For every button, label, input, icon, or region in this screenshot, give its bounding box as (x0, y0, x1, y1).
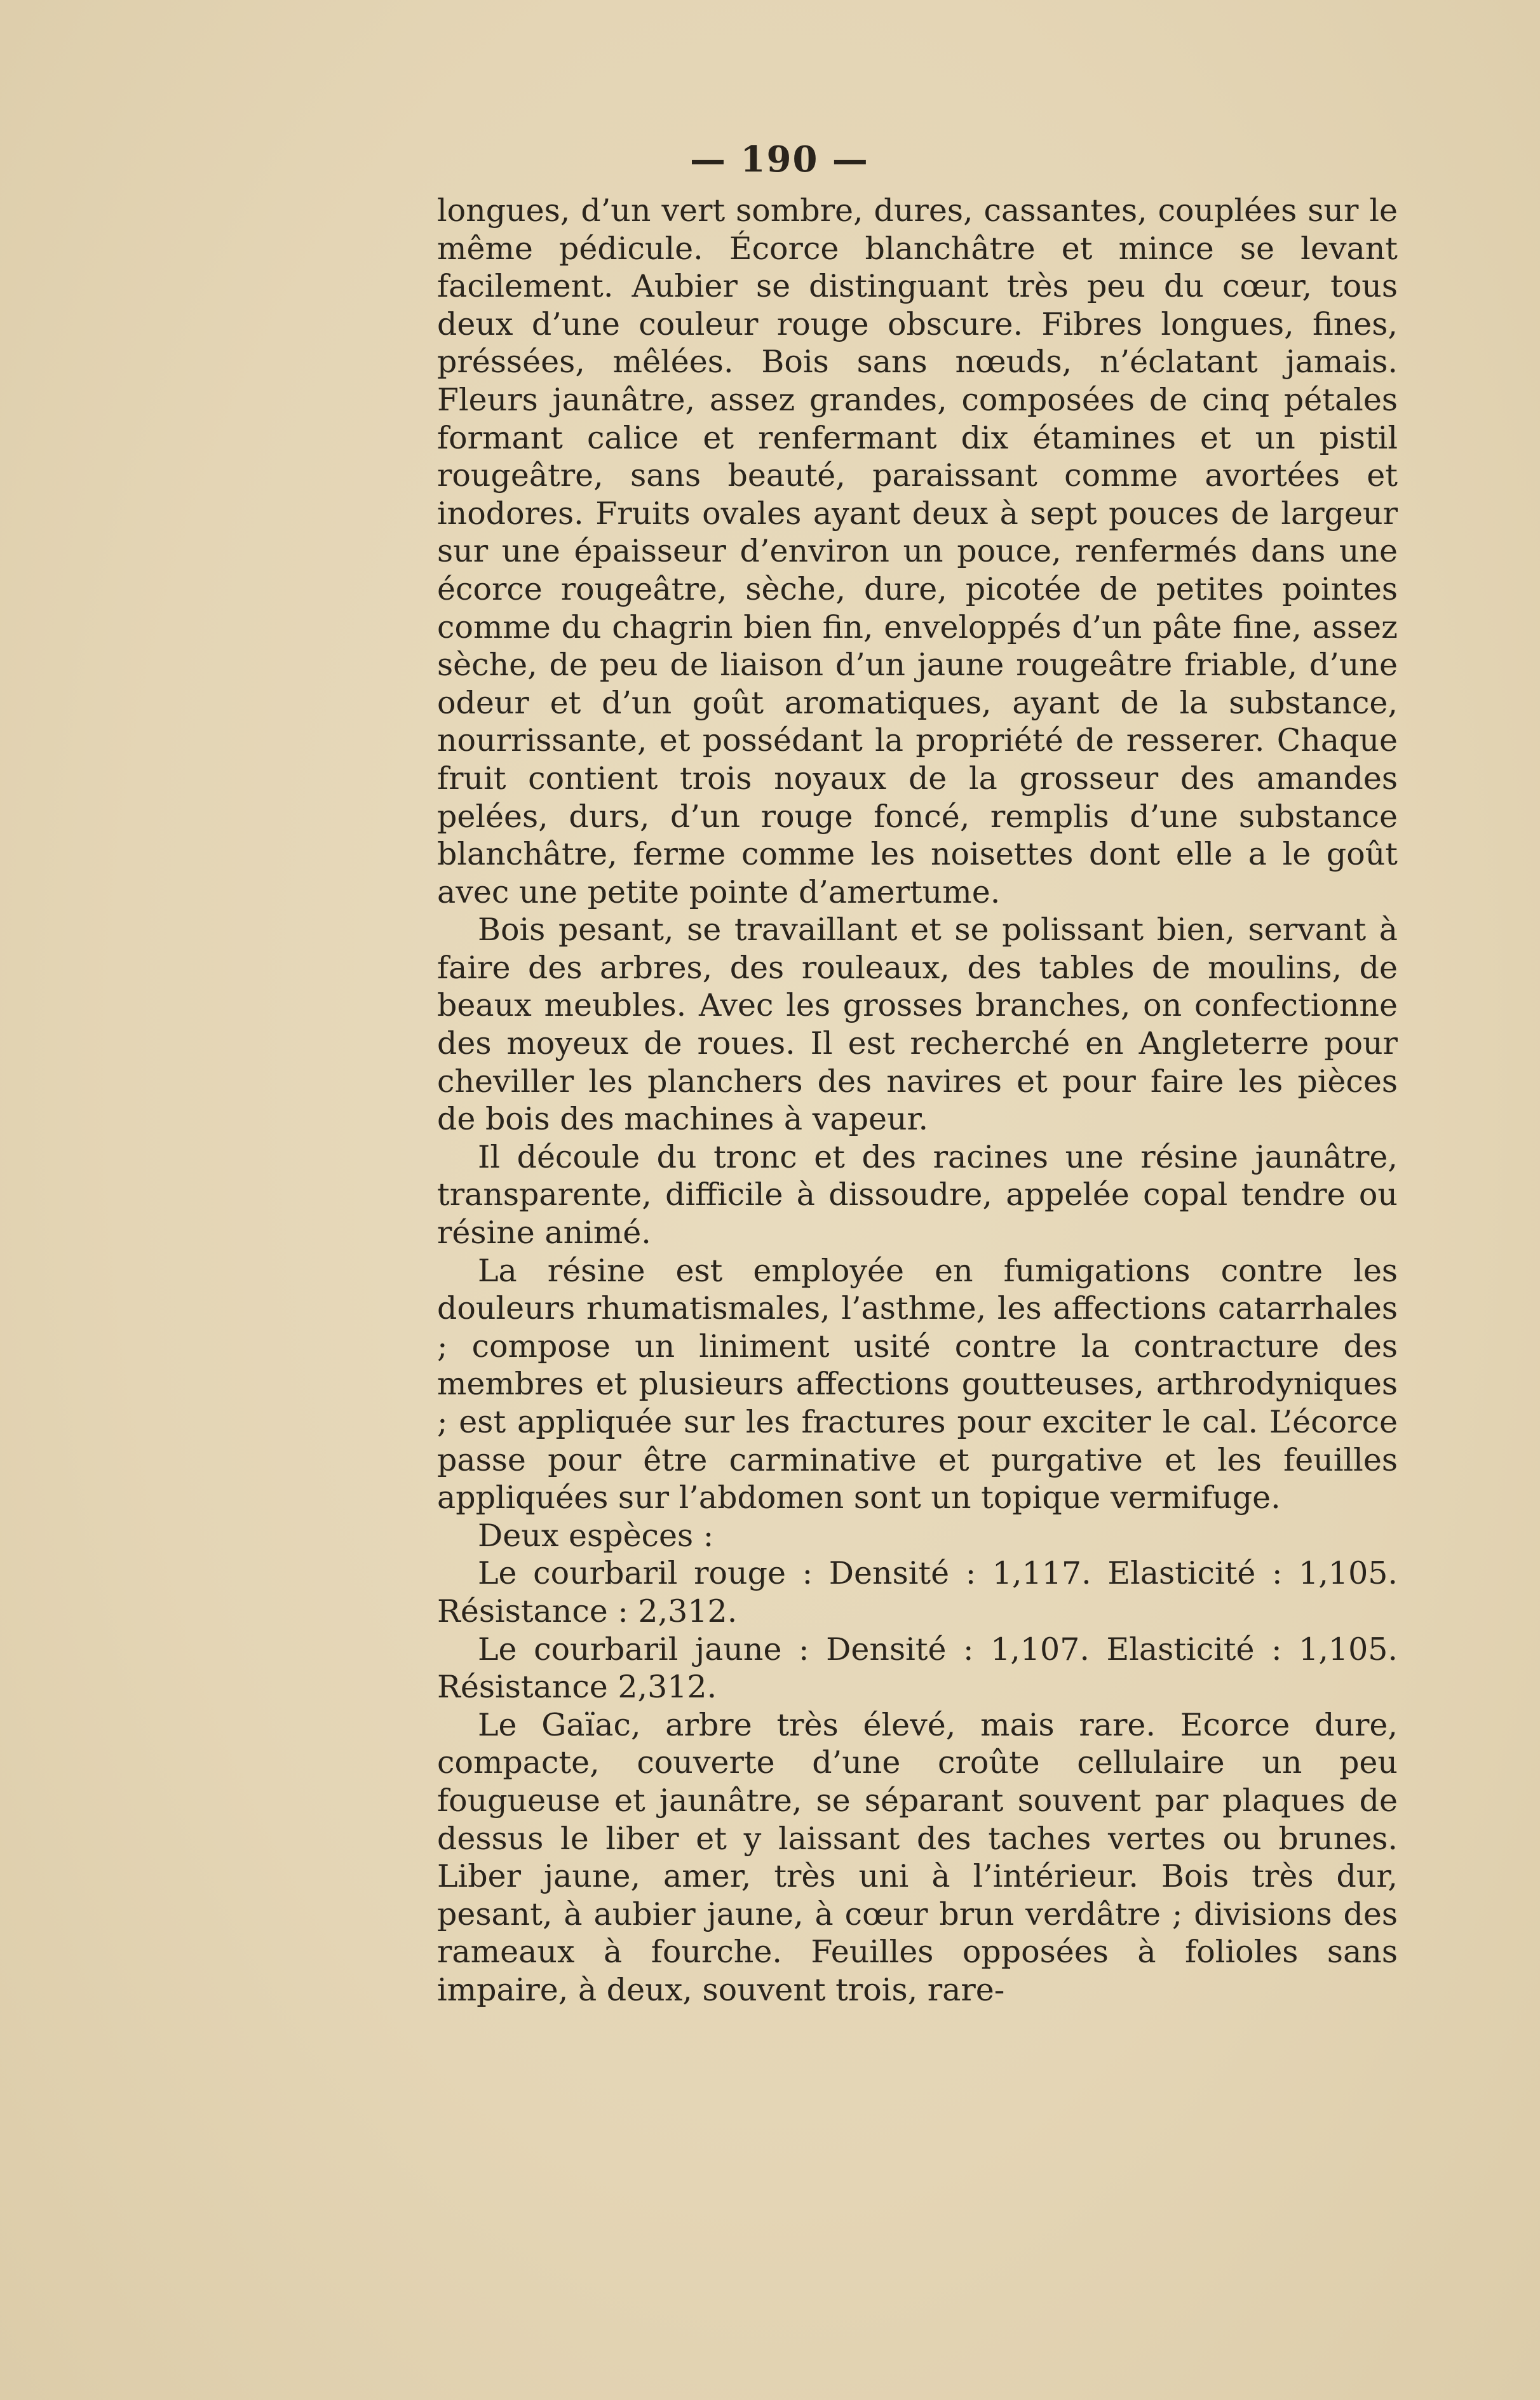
paragraph-medical-uses: La résine est employée en fumigations contre les douleurs rhumatismales, l’asthme, les affections catarrhales ; compose un liniment usité contre la contracture des membres et plusieurs affections goutteuses, arthrodyniques ; est appliquée sur les fractures pour exciter le cal. L’écorce passe pour être carminative et purgative et les feuilles appliquées sur l’abdomen sont un topique vermifuge. (437, 1252, 1398, 1516)
paragraph-yellow-courbaril: Le courbaril jaune : Densité : 1,107. Elasticité : 1,105. Résistance 2,312. (437, 1631, 1398, 1706)
paragraph-continuation: longues, d’un vert sombre, dures, cassantes, couplées sur le même pédicule. Écorce blanchâtre et mince se levant facilement. Aubier se distinguant très peu du cœur, tous deux d’une couleur rouge obscure. Fibres longues, fines, préssées, mêlées. Bois sans nœuds, n’éclatant jamais. Fleurs jaunâtre, assez grandes, composées de cinq pétales formant calice et renfermant dix étamines et un pistil rougeâtre, sans beauté, paraissant comme avortées et inodores. Fruits ovales ayant deux à sept pouces de largeur sur une épaisseur d’environ un pouce, renfermés dans une écorce rougeâtre, sèche, dure, picotée de petites pointes comme du chagrin bien fin, enveloppés d’un pâte fine, assez sèche, de peu de liaison d’un jaune rougeâtre friable, d’une odeur et d’un goût aromatiques, ayant de la substance, nourrissante, et possédant la propriété de resserer. Chaque fruit contient trois noyaux de la grosseur des amandes pelées, durs, d’un rouge foncé, remplis d’une substance blanchâtre, ferme comme les noisettes dont elle a le goût avec une petite pointe d’amertume. (437, 192, 1398, 910)
body-text (437, 192, 1398, 2009)
paragraph-red-courbaril: Le courbaril rouge : Densité : 1,117. Elasticité : 1,105. Résistance : 2,312. (437, 1555, 1398, 1629)
paragraph-gaiac: Le Gaïac, arbre très élevé, mais rare. Ecorce dure, compacte, couverte d’une croûte cellulaire un peu fougueuse et jaunâtre, se séparant souvent par plaques de dessus le liber et y laissant des taches vertes ou brunes. Liber jaune, amer, très uni à l’intérieur. Bois très dur, pesant, à aubier jaune, à cœur brun verdâtre ; divisions des rameaux à fourche. Feuilles opposées à folioles sans impaire, à deux, souvent trois, rare- (437, 1706, 1398, 2008)
paragraph-wood-uses: Bois pesant, se travaillant et se polissant bien, servant à faire des arbres, des rouleaux, des tables de moulins, de beaux meubles. Avec les grosses branches, on confectionne des moyeux de roues. Il est recherché en Angleterre pour cheviller les planchers des navires et pour faire les pièces de bois des machines à vapeur. (437, 912, 1398, 1138)
paragraph-resin: Il découle du tronc et des racines une résine jaunâtre, transparente, difficile à dissoudre, appelée copal tendre ou résine animé. (437, 1138, 1398, 1251)
page-number: — 190 — (690, 138, 869, 180)
paragraph-species-heading: Deux espèces : (478, 1517, 714, 1554)
